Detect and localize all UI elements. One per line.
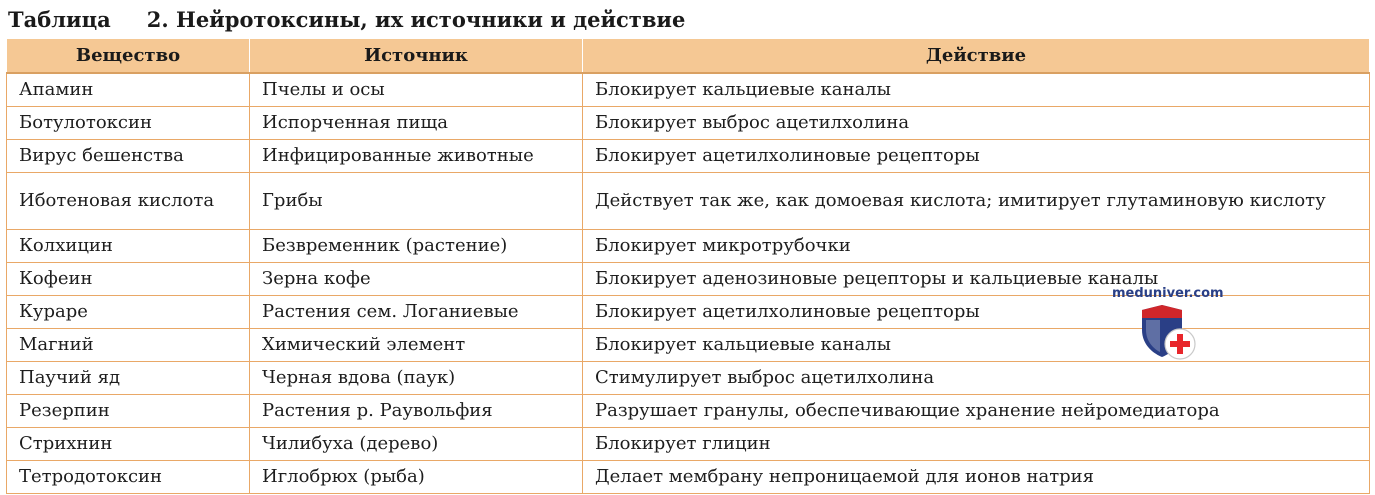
- cell-source: Черная вдова (паук): [250, 362, 583, 395]
- column-header-action: Действие: [583, 39, 1370, 74]
- table-caption: [8, 4, 685, 34]
- cell-substance: Стрихнин: [7, 428, 250, 461]
- cell-substance: Магний: [7, 329, 250, 362]
- cell-action: Блокирует ацетилхолиновые рецепторы: [583, 296, 1370, 329]
- cell-action: Разрушает гранулы, обеспечивающие хранение нейромедиатора: [583, 395, 1370, 428]
- table-row: [7, 140, 1370, 173]
- caption-title: 2. Нейротоксины, их источники и действие: [146, 6, 686, 32]
- cell-action: Блокирует кальциевые каналы: [583, 329, 1370, 362]
- cell-substance: Вирус бешенства: [7, 140, 250, 173]
- column-header-substance: Вещество: [7, 39, 250, 74]
- table-row: [7, 73, 1370, 107]
- cell-action: Блокирует глицин: [583, 428, 1370, 461]
- cell-action: Блокирует ацетилхолиновые рецепторы: [583, 140, 1370, 173]
- cell-substance: Паучий яд: [7, 362, 250, 395]
- table-row: [7, 395, 1370, 428]
- cell-action: Блокирует кальциевые каналы: [583, 73, 1370, 107]
- caption-label: Таблица: [8, 6, 111, 32]
- column-header-source: Источник: [250, 39, 583, 74]
- cell-substance: Колхицин: [7, 230, 250, 263]
- cell-source: Грибы: [250, 173, 583, 230]
- cell-source: Зерна кофе: [250, 263, 583, 296]
- cell-action: Делает мембрану непроницаемой для ионов натрия: [583, 461, 1370, 494]
- cell-source: Растения сем. Логаниевые: [250, 296, 583, 329]
- cell-source: Чилибуха (дерево): [250, 428, 583, 461]
- table-row: [7, 461, 1370, 494]
- cell-source: Инфицированные животные: [250, 140, 583, 173]
- cell-source: Химический элемент: [250, 329, 583, 362]
- table-row: [7, 230, 1370, 263]
- cell-substance: Кофеин: [7, 263, 250, 296]
- cell-source: Безвременник (растение): [250, 230, 583, 263]
- cell-substance: Ботулотоксин: [7, 107, 250, 140]
- table-row: [7, 107, 1370, 140]
- shield-cross-icon: [1138, 304, 1200, 364]
- watermark-text: meduniver.com: [1112, 286, 1224, 301]
- table-row: [7, 362, 1370, 395]
- table-row: [7, 428, 1370, 461]
- neurotoxins-table: [6, 38, 1369, 494]
- cell-substance: Кураре: [7, 296, 250, 329]
- cell-source: Иглобрюх (рыба): [250, 461, 583, 494]
- cell-substance: Тетродотоксин: [7, 461, 250, 494]
- cell-source: Испорченная пища: [250, 107, 583, 140]
- cell-action: Действует так же, как домоевая кислота; имитирует глутаминовую кислоту: [583, 173, 1370, 230]
- cell-action: Блокирует микротрубочки: [583, 230, 1370, 263]
- cell-action: Блокирует выброс ацетилхолина: [583, 107, 1370, 140]
- cell-substance: Иботеновая кислота: [7, 173, 250, 230]
- table-row: [7, 173, 1370, 230]
- meduniver-watermark: [1112, 286, 1222, 366]
- table-header-row: [7, 39, 1370, 74]
- cell-source: Пчелы и осы: [250, 73, 583, 107]
- cell-source: Растения р. Раувольфия: [250, 395, 583, 428]
- cell-action: Блокирует аденозиновые рецепторы и кальциевые каналы: [583, 263, 1370, 296]
- cell-substance: Апамин: [7, 73, 250, 107]
- cell-substance: Резерпин: [7, 395, 250, 428]
- cell-action: Стимулирует выброс ацетилхолина: [583, 362, 1370, 395]
